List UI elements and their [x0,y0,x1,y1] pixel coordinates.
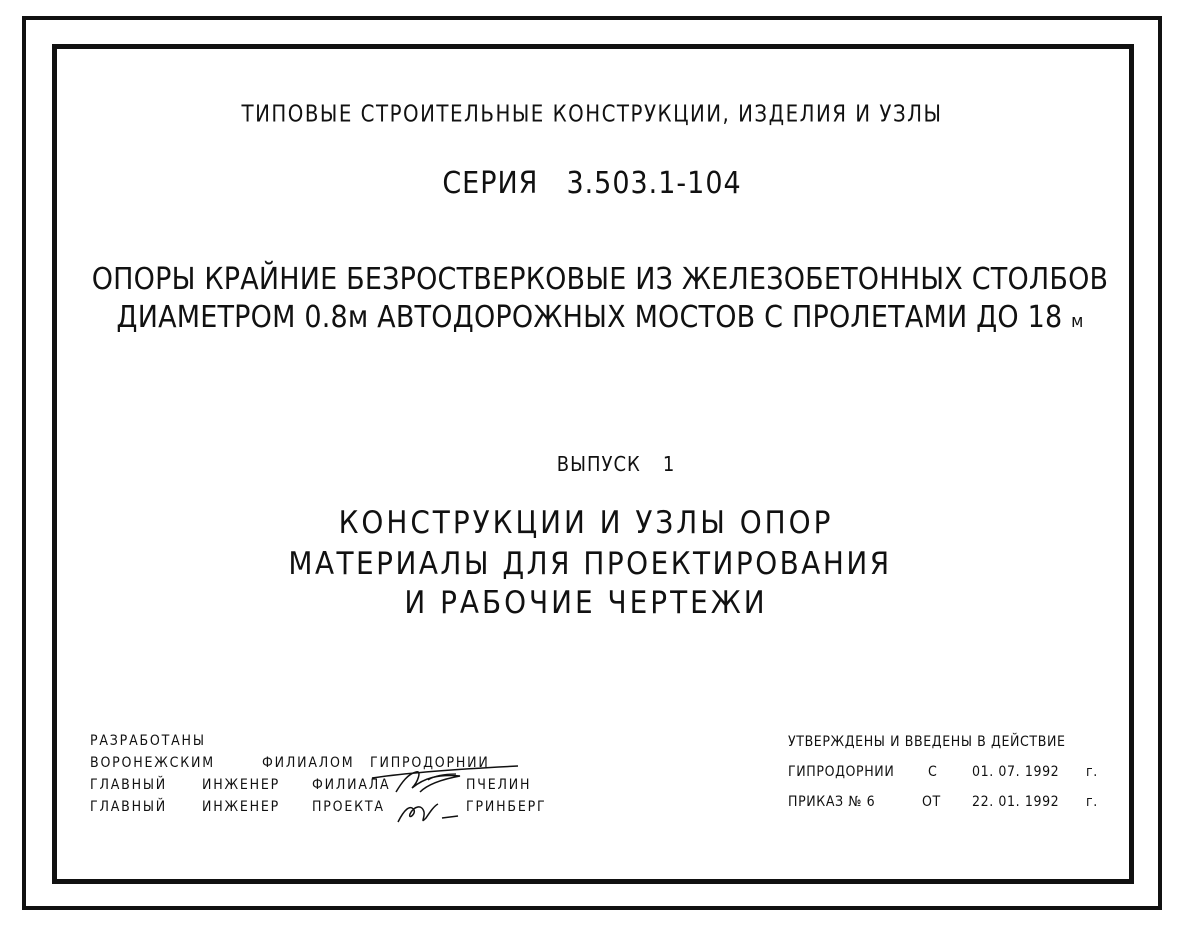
span-unit: м [1071,311,1084,332]
series-title: ТИПОВЫЕ СТРОИТЕЛЬНЫЕ КОНСТРУКЦИИ, ИЗДЕЛИЯ И УЗЛЫ [241,101,943,128]
issue-number: 1 [662,452,676,476]
chief-project-name: ГРИНБЕРГ [466,799,547,815]
series-label: СЕРИЯ [442,166,539,201]
chief-branch-word-a: ГЛАВНЫЙ [90,777,168,793]
order-from: ОТ [922,794,941,810]
order-year-unit: г. [1086,794,1098,810]
chief-branch-name: ПЧЕЛИН [466,777,532,793]
chief-project-word-b: ИНЖЕНЕР [202,799,281,815]
contents-line-1: КОНСТРУКЦИИ И УЗЛЫ ОПОР [338,505,834,541]
org-word-a: ВОРОНЕЖСКИМ [90,755,215,771]
approved-year-unit: г. [1086,764,1098,780]
order-date: 22. 01. 1992 [972,794,1060,810]
approved-from: С [928,764,938,780]
chief-project-word-c: ПРОЕКТА [312,799,385,815]
org-name: ГИПРОДОРНИИ [370,755,490,771]
series-number: 3.503.1-104 [566,166,742,201]
approved-date: 01. 07. 1992 [972,764,1060,780]
chief-branch-word-c: ФИЛИАЛА [312,777,391,793]
developed-label: РАЗРАБОТАНЫ [90,733,206,749]
document-title-line-1: ОПОРЫ КРАЙНИЕ БЕЗРОСТВЕРКОВЫЕ ИЗ ЖЕЛЕЗОБЕТОННЫХ СТОЛБОВ [91,262,1109,297]
series-line [0,166,1184,201]
issue-label: ВЫПУСК [556,452,641,476]
chief-project-word-a: ГЛАВНЫЙ [90,799,168,815]
contents-line-3: И РАБОЧИЕ ЧЕРТЕЖИ [404,585,768,621]
order-label: ПРИКАЗ № 6 [788,794,876,810]
issue-line [24,452,1184,476]
approved-org: ГИПРОДОРНИИ [788,764,895,780]
chief-branch-word-b: ИНЖЕНЕР [202,777,281,793]
document-title-line-2 [8,300,1184,335]
document-title-line-2-text: ДИАМЕТРОМ 0.8м АВТОДОРОЖНЫХ МОСТОВ С ПРОЛЕТАМИ ДО 18 [116,300,1063,335]
approved-line: УТВЕРЖДЕНЫ И ВВЕДЕНЫ В ДЕЙСТВИЕ [788,734,1066,750]
org-word-b: ФИЛИАЛОМ [262,755,355,771]
contents-line-2: МАТЕРИАЛЫ ДЛЯ ПРОЕКТИРОВАНИЯ [288,546,892,582]
handwritten-signatures [368,752,528,832]
